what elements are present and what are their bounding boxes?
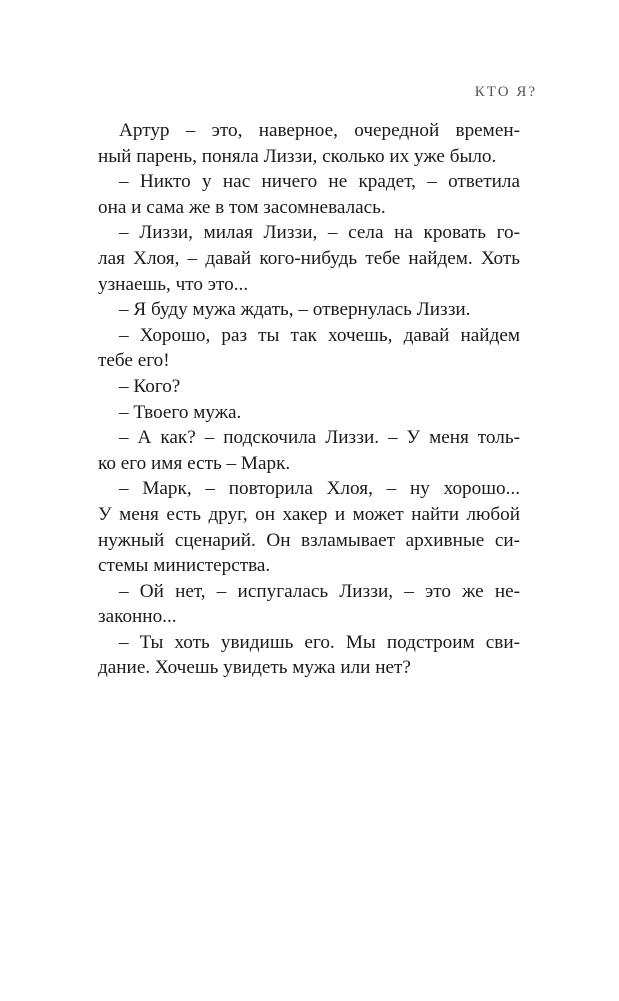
body-text bbox=[98, 118, 520, 681]
text-line: она и сама же в том засомневалась. bbox=[98, 196, 386, 218]
text-line: – Я буду мужа ждать, – отвернулась Лиззи. bbox=[119, 299, 471, 321]
text-line: У меня есть друг, он хакер и может найти любой bbox=[98, 503, 520, 525]
text-line: дание. Хочешь увидеть мужа или нет? bbox=[98, 657, 411, 679]
text-line: лая Хлоя, – давай кого-нибудь тебе найдем. Хоть bbox=[98, 247, 520, 269]
text-line: ный парень, поняла Лиззи, сколько их уже было. bbox=[98, 145, 497, 167]
text-line: – Хорошо, раз ты так хочешь, давай найдем bbox=[119, 324, 520, 346]
text-line: тебе его! bbox=[98, 350, 170, 372]
text-line: – Марк, – повторила Хлоя, – ну хорошо... bbox=[119, 478, 520, 500]
text-line: ко его имя есть – Марк. bbox=[98, 452, 291, 474]
text-line: – Лиззи, милая Лиззи, – села на кровать го- bbox=[119, 222, 520, 244]
text-line: законно... bbox=[98, 606, 177, 628]
text-line: – Ты хоть увидишь его. Мы подстроим сви- bbox=[119, 631, 520, 653]
text-line: – Твоего мужа. bbox=[119, 401, 242, 423]
text-line: – Кого? bbox=[119, 375, 181, 397]
text-line: нужный сценарий. Он взламывает архивные си- bbox=[98, 529, 520, 551]
text-line: – Никто у нас ничего не крадет, – ответила bbox=[119, 171, 520, 193]
running-header: КТО Я? bbox=[474, 84, 537, 100]
text-line: – Ой нет, – испугалась Лиззи, – это же не- bbox=[119, 580, 520, 602]
text-line: узнаешь, что это... bbox=[98, 273, 249, 295]
text-line: Артур – это, наверное, очередной времен- bbox=[119, 120, 520, 141]
text-line: – А как? – подскочила Лиззи. – У меня толь- bbox=[119, 427, 520, 449]
text-line: стемы министерства. bbox=[98, 555, 271, 577]
